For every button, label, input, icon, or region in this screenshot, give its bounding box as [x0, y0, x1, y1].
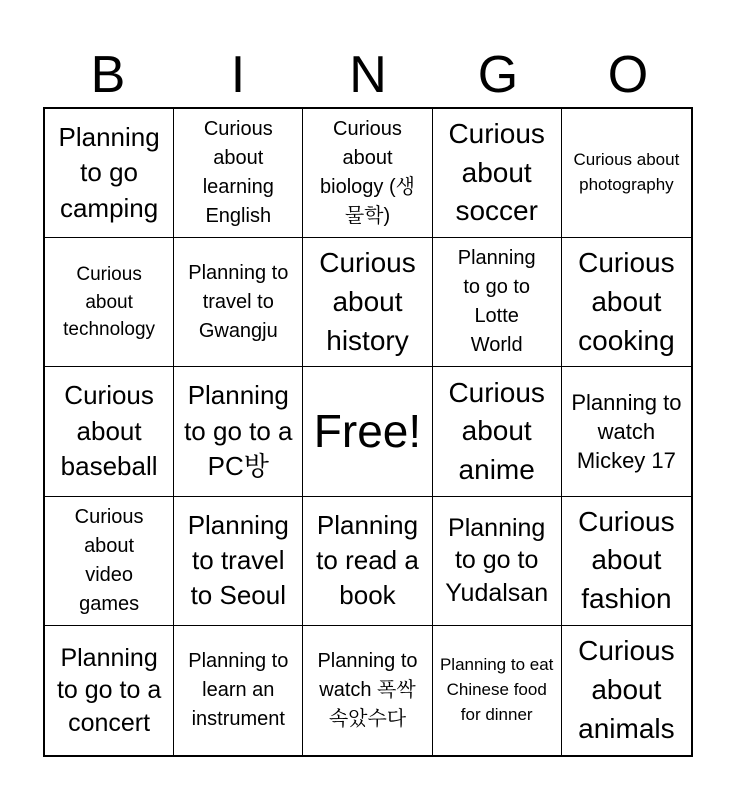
bingo-cell[interactable]	[433, 367, 562, 496]
cell-text: Curious about technology	[63, 263, 156, 341]
header-letter-i: I	[230, 46, 246, 104]
bingo-cell[interactable]	[562, 109, 691, 238]
cell-text: Planning to learn an instrument	[188, 649, 289, 730]
bingo-board	[43, 107, 693, 757]
bingo-cell[interactable]	[303, 497, 432, 626]
bingo-cell[interactable]	[562, 367, 691, 496]
cell-text: Curious about anime	[448, 376, 545, 485]
cell-text: Curious about history	[319, 247, 416, 356]
cell-text: Planning to go to a PC방	[184, 380, 293, 482]
bingo-cell[interactable]	[433, 238, 562, 367]
bingo-cell[interactable]	[562, 497, 691, 626]
bingo-cell[interactable]	[174, 497, 303, 626]
bingo-cell[interactable]	[562, 626, 691, 755]
cell-text: Curious about baseball	[60, 380, 158, 482]
bingo-cell[interactable]	[174, 238, 303, 367]
bingo-cell[interactable]	[303, 238, 432, 367]
cell-text: Curious about learning English	[202, 118, 274, 228]
bingo-cell[interactable]	[174, 626, 303, 755]
bingo-header	[43, 42, 693, 108]
cell-text: Planning to go to Yudalsan	[445, 513, 549, 607]
cell-text: Planning to go to Lotte World	[457, 247, 536, 357]
header-letter-b: B	[90, 46, 126, 104]
bingo-cell[interactable]	[562, 238, 691, 367]
header-letter-n: N	[349, 46, 387, 104]
cell-text: Planning to watch Mickey 17	[571, 389, 682, 474]
bingo-cell[interactable]	[433, 626, 562, 755]
header-letter-g: G	[477, 46, 519, 104]
cell-text: Curious about soccer	[448, 118, 545, 227]
bingo-cell[interactable]	[433, 109, 562, 238]
bingo-cell[interactable]	[45, 626, 174, 755]
bingo-cell[interactable]	[45, 109, 174, 238]
cell-text: Curious about fashion	[578, 505, 675, 614]
header-letter-o: O	[607, 46, 649, 104]
cell-text: Curious about video games	[74, 505, 144, 615]
cell-text: Planning to read a book	[316, 509, 419, 611]
bingo-cell[interactable]	[45, 238, 174, 367]
cell-text: Planning to go to a concert	[56, 643, 162, 737]
cell-text: Curious about biology (생물학)	[320, 118, 415, 228]
bingo-cell[interactable]	[303, 109, 432, 238]
bingo-cell[interactable]	[45, 367, 174, 496]
cell-text: Planning to eat Chinese food for dinner	[439, 654, 554, 724]
cell-text: Planning to travel to Gwangju	[188, 261, 289, 342]
bingo-cell[interactable]	[303, 626, 432, 755]
cell-text: Planning to watch 폭싹 속았수다	[317, 649, 418, 730]
cell-text: Planning to go camping	[58, 122, 160, 223]
bingo-cell[interactable]	[45, 497, 174, 626]
bingo-cell[interactable]	[174, 109, 303, 238]
free-space[interactable]	[303, 367, 432, 496]
cell-text: Planning to travel to Seoul	[187, 509, 289, 611]
cell-text: Curious about cooking	[578, 247, 675, 356]
cell-text: Curious about animals	[578, 635, 675, 744]
cell-text: Curious about photography	[573, 150, 680, 195]
bingo-cell[interactable]	[433, 497, 562, 626]
bingo-cell[interactable]	[174, 367, 303, 496]
free-space-label: Free!	[313, 405, 422, 458]
